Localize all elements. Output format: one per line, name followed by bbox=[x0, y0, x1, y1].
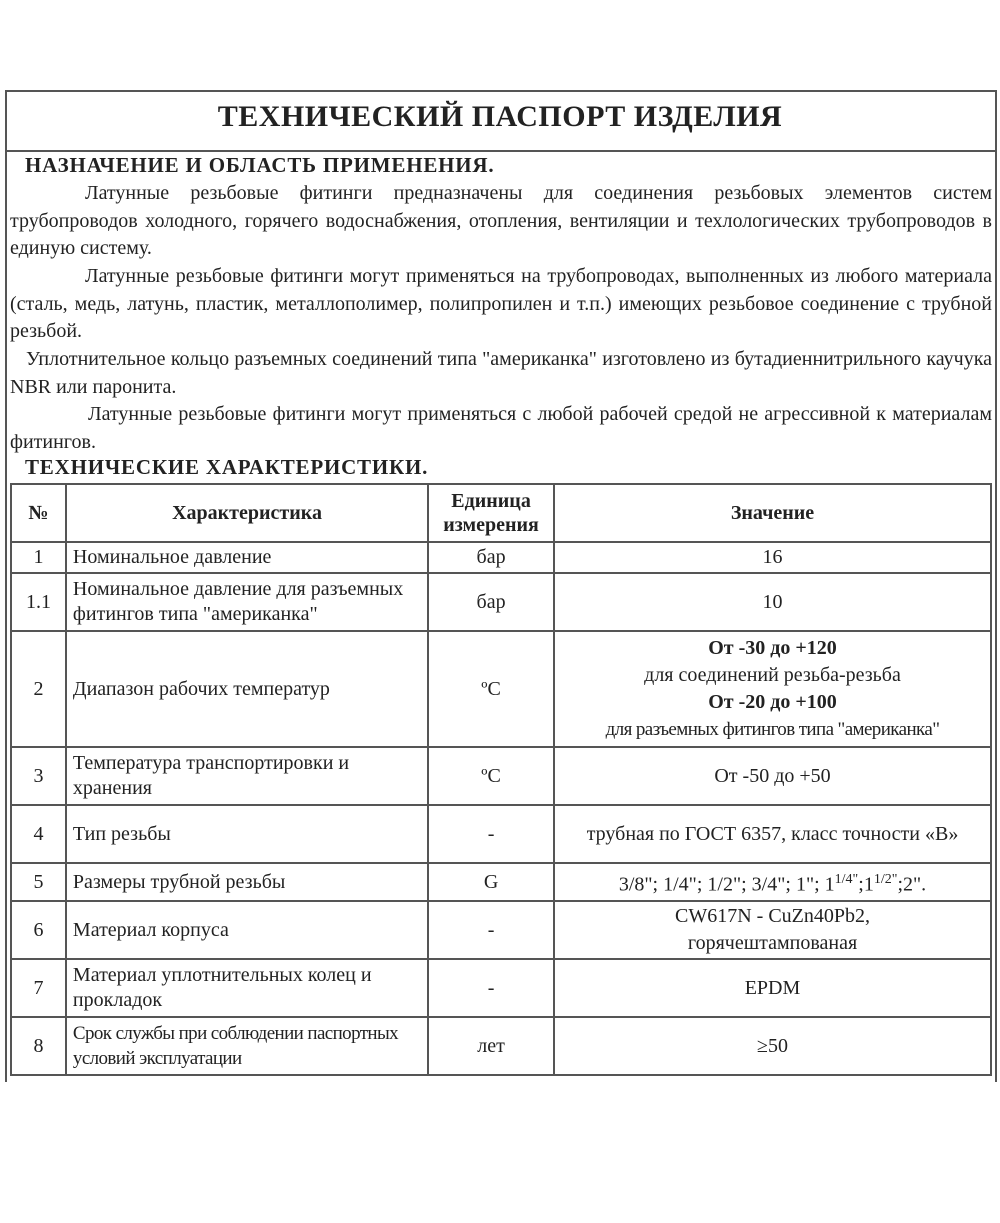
row-value: ≥50 bbox=[554, 1017, 991, 1075]
title-divider bbox=[5, 150, 997, 152]
row-characteristic: Диапазон рабочих температур bbox=[66, 631, 428, 747]
table-row bbox=[11, 631, 991, 747]
thread-size-mid: ;1 bbox=[858, 873, 874, 896]
temp-note-threaded: для соединений резьба-резьба bbox=[644, 664, 901, 686]
row-num: 5 bbox=[11, 863, 66, 901]
row-num: 2 bbox=[11, 631, 66, 747]
row-value: 16 bbox=[554, 542, 991, 573]
table-row bbox=[11, 747, 991, 805]
row-value bbox=[554, 863, 991, 901]
thread-size-tail: ;2". bbox=[897, 873, 927, 896]
row-unit: лет bbox=[428, 1017, 554, 1075]
row-value: EPDM bbox=[554, 959, 991, 1017]
thread-sizes: 3/8"; 1/4"; 1/2"; 3/4"; 1"; 1 bbox=[618, 873, 835, 896]
row-unit: G bbox=[428, 863, 554, 901]
spec-table bbox=[10, 483, 992, 1076]
row-num: 1 bbox=[11, 542, 66, 573]
header-value: Значение bbox=[554, 484, 991, 542]
paragraph-2: Латунные резьбовые фитинги могут применяться на трубопроводах, выполненных из любого материала (сталь, медь, латунь, пластик, металлополимер, полипропилен и т.п.) имеющих резьбовое соединение с трубной резьбой. bbox=[10, 265, 992, 342]
row-num: 6 bbox=[11, 901, 66, 959]
header-unit-line1: Единица bbox=[451, 490, 531, 512]
row-value bbox=[554, 901, 991, 959]
header-unit bbox=[428, 484, 554, 542]
paragraph-1: Латунные резьбовые фитинги предназначены для соединения резьбовых элементов систем трубопроводов холодного, горячего водоснабжения, отопления, вентиляции и техлологических трубопроводов в единую систему. bbox=[10, 182, 992, 259]
page-title: ТЕХНИЧЕСКИЙ ПАСПОРТ ИЗДЕЛИЯ bbox=[217, 100, 783, 133]
thread-size-sup1: 1/4" bbox=[834, 871, 859, 887]
row-num: 1.1 bbox=[11, 573, 66, 631]
table-row bbox=[11, 863, 991, 901]
row-unit: бар bbox=[428, 573, 554, 631]
row-unit: - bbox=[428, 901, 554, 959]
row-unit: ºС bbox=[428, 631, 554, 747]
row-num: 4 bbox=[11, 805, 66, 863]
table-row bbox=[11, 805, 991, 863]
temp-range-union: От -20 до +100 bbox=[708, 691, 837, 713]
row-characteristic: Номинальное давление bbox=[66, 542, 428, 573]
table-row bbox=[11, 901, 991, 959]
row-characteristic: Срок службы при соблюдении паспортных условий эксплуатации bbox=[66, 1017, 428, 1075]
table-header-row bbox=[11, 484, 991, 542]
row-value: 10 bbox=[554, 573, 991, 631]
row-num: 8 bbox=[11, 1017, 66, 1075]
body-material-process: горячештампованая bbox=[687, 932, 858, 954]
row-characteristic: Температура транспортировки и хранения bbox=[66, 747, 428, 805]
row-num: 3 bbox=[11, 747, 66, 805]
section-heading-purpose: НАЗНАЧЕНИЕ И ОБЛАСТЬ ПРИМЕНЕНИЯ. bbox=[25, 153, 495, 177]
row-value bbox=[554, 631, 991, 747]
header-num: № bbox=[11, 484, 66, 542]
temp-range-threaded: От -30 до +120 bbox=[708, 637, 837, 659]
row-characteristic: Размеры трубной резьбы bbox=[66, 863, 428, 901]
section-heading-specs: ТЕХНИЧЕСКИЕ ХАРАКТЕРИСТИКИ. bbox=[25, 455, 429, 479]
paragraph-3: Уплотнительное кольцо разъемных соединений типа "американка" изготовлено из бутадиеннитрильного каучука NBR или паронита. bbox=[10, 348, 992, 398]
row-value: От -50 до +50 bbox=[554, 747, 991, 805]
row-num: 7 bbox=[11, 959, 66, 1017]
header-unit-line2: измерения bbox=[443, 514, 539, 536]
table-row bbox=[11, 959, 991, 1017]
table-row bbox=[11, 1017, 991, 1075]
row-unit: - bbox=[428, 805, 554, 863]
row-characteristic: Материал корпуса bbox=[66, 901, 428, 959]
table-row bbox=[11, 573, 991, 631]
body-material: CW617N - CuZn40Pb2, bbox=[675, 905, 870, 927]
thread-size-sup2: 1/2" bbox=[873, 871, 898, 887]
temp-note-union: для разъемных фитингов типа "американка" bbox=[605, 719, 940, 740]
row-unit: ºС bbox=[428, 747, 554, 805]
row-value: трубная по ГОСТ 6357, класс точности «В» bbox=[554, 805, 991, 863]
row-characteristic: Материал уплотнительных колец и прокладок bbox=[66, 959, 428, 1017]
row-characteristic: Номинальное давление для разъемных фитингов типа "американка" bbox=[66, 573, 428, 631]
row-characteristic: Тип резьбы bbox=[66, 805, 428, 863]
header-characteristic: Характеристика bbox=[66, 484, 428, 542]
paragraph-4: Латунные резьбовые фитинги могут применяться с любой рабочей средой не агрессивной к материалам фитингов. bbox=[10, 403, 992, 453]
row-unit: бар bbox=[428, 542, 554, 573]
row-unit: - bbox=[428, 959, 554, 1017]
table-row bbox=[11, 542, 991, 573]
